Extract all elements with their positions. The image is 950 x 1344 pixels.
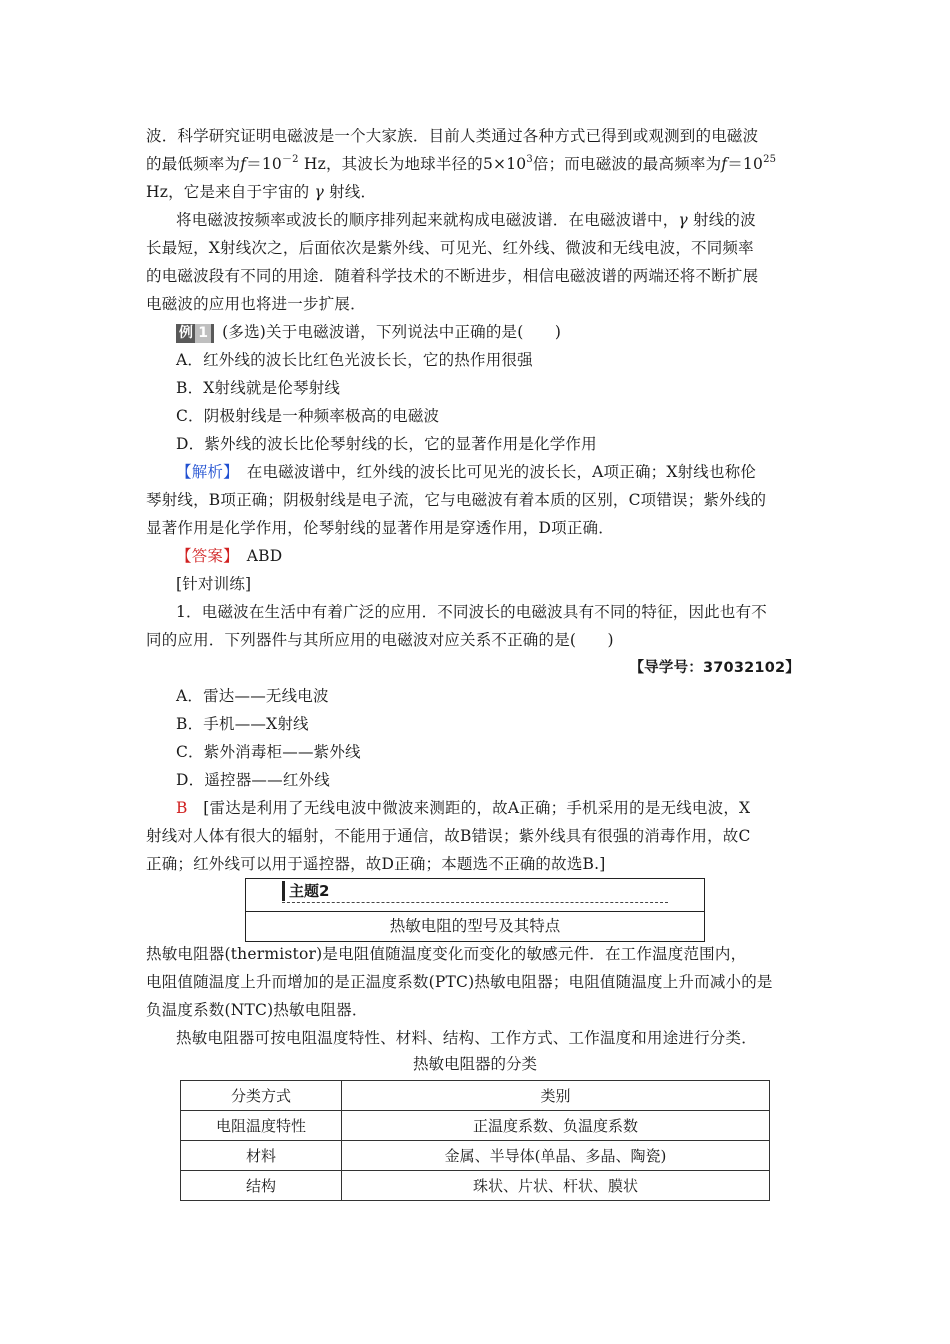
thermistor-line-1: 热敏电阻器(thermistor)是电阻值随温度变化而变化的敏感元件．在工作温度范围内，: [146, 945, 747, 963]
table-row: [181, 1141, 770, 1171]
spectrum-line-4: 电磁波的应用也将进一步扩展．: [146, 295, 366, 313]
topic-2-header: [246, 879, 704, 912]
answer-label: 【答案】: [176, 547, 232, 565]
thermistor-line-2: 电阻值随温度上升而增加的是正温度系数(PTC)热敏电阻器；电阻值随温度上升而减小的是: [146, 973, 773, 991]
spectrum-line-2: 长最短，X射线次之，后面依次是紫外线、可见光、红外线、微波和无线电波，不同频率: [146, 239, 754, 257]
intro-line-3: Hz，它是来自于宇宙的 γ 射线．: [146, 183, 377, 201]
intro-line-2: 的最低频率为$f=10^{-2}$ Hz，其波长为地球半径的$5\times 10^3$倍；而电磁波的最高频率为$f=10^{25}$: [146, 154, 777, 173]
analysis-line-1: 【解析】 在电磁波谱中，红外线的波长比可见光的波长长，A项正确；X射线也称伦: [176, 463, 757, 481]
thermistor-line-4: 热敏电阻器可按电阻温度特性、材料、结构、工作方式、工作温度和用途进行分类．: [176, 1029, 757, 1047]
table-cell: 正温度系数、负温度系数: [342, 1111, 770, 1141]
training-answer-letter: B: [176, 799, 188, 817]
example-1-option-c: C．阴极射线是一种频率极高的电磁波: [176, 407, 440, 425]
training-option-d: D．遥控器——红外线: [176, 771, 330, 789]
table-header-cell: 类别: [342, 1081, 770, 1111]
analysis-line-3: 显著作用是化学作用，伦琴射线的显著作用是穿透作用，D项正确．: [146, 519, 614, 537]
topic-2-divider: [282, 902, 668, 903]
table-cell: 电阻温度特性: [181, 1111, 342, 1141]
example-1-option-a: A．红外线的波长比红色光波长长，它的热作用很强: [176, 351, 533, 369]
table-cell: 金属、半导体(单晶、多晶、陶瓷): [342, 1141, 770, 1171]
training-question-line-1: 1．电磁波在生活中有着广泛的应用．不同波长的电磁波具有不同的特征，因此也有不: [176, 603, 767, 621]
spectrum-line-1: 将电磁波按频率或波长的顺序排列起来就构成电磁波谱．在电磁波谱中，γ 射线的波: [176, 211, 756, 229]
training-heading: [针对训练]: [176, 575, 252, 593]
table-row: [181, 1111, 770, 1141]
example-1-option-b: B．X射线就是伦琴射线: [176, 379, 341, 397]
answer-line: 【答案】 ABD: [176, 547, 283, 565]
example-badge: 例 1: [176, 324, 214, 343]
topic-2-label: 主题2: [282, 881, 329, 901]
intro-line-1: 波．科学研究证明电磁波是一个大家族．目前人类通过各种方式已得到或观测到的电磁波: [146, 127, 759, 145]
classification-table: [180, 1080, 770, 1201]
training-option-c: C．紫外消毒柜——紫外线: [176, 743, 361, 761]
table-header-row: [181, 1081, 770, 1111]
topic-2-box: [245, 878, 705, 942]
example-1-option-d: D．紫外线的波长比伦琴射线的长，它的显著作用是化学作用: [176, 435, 597, 453]
topic-2-title: 热敏电阻的型号及其特点: [389, 917, 561, 935]
guide-code: 【导学号：37032102】: [629, 660, 800, 676]
training-option-a: A．雷达——无线电波: [176, 687, 329, 705]
table-header-cell: 分类方式: [181, 1081, 342, 1111]
training-explain-line-1: B [雷达是利用了无线电波中微波来测距的，故A正确；手机采用的是无线电波，X: [176, 799, 751, 817]
training-question-line-2: 同的应用．下列器件与其所应用的电磁波对应关系不正确的是( ): [146, 631, 614, 649]
spectrum-line-3: 的电磁波段有不同的用途．随着科学技术的不断进步，相信电磁波谱的两端还将不断扩展: [146, 267, 759, 285]
training-explain-line-2: 射线对人体有很大的辐射，不能用于通信，故B错误；紫外线具有很强的消毒作用，故C: [146, 827, 751, 845]
table-caption: 热敏电阻器的分类: [412, 1055, 537, 1073]
table-cell: 结构: [181, 1171, 342, 1201]
analysis-label: 【解析】: [176, 463, 232, 481]
table-row: [181, 1171, 770, 1201]
thermistor-line-3: 负温度系数(NTC)热敏电阻器．: [146, 1001, 368, 1019]
table-cell: 珠状、片状、杆状、膜状: [342, 1171, 770, 1201]
training-option-b: B．手机——X射线: [176, 715, 309, 733]
training-explain-line-3: 正确；红外线可以用于遥控器，故D正确；本题选不正确的故选B.]: [146, 855, 606, 873]
table-cell: 材料: [181, 1141, 342, 1171]
analysis-line-2: 琴射线，B项正确；阴极射线是电子流，它与电磁波有着本质的区别，C项错误；紫外线的: [146, 491, 767, 509]
example-1-question: 例 1 (多选)关于电磁波谱，下列说法中正确的是( ): [176, 322, 561, 343]
